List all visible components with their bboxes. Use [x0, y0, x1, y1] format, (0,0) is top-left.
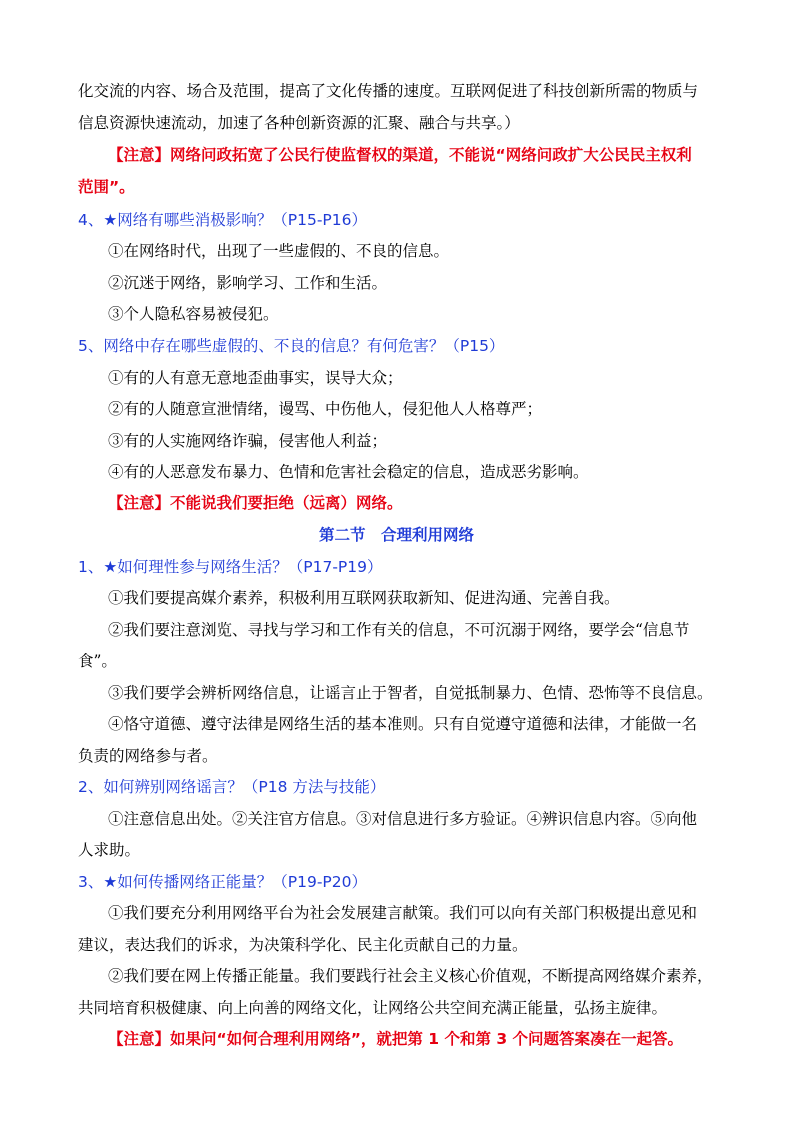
- note-line: 【注意】如果问“如何合理利用网络”，就把第 1 个和第 3 个问题答案凑在一起答。: [108, 1030, 684, 1048]
- answer-line: ②我们要注意浏览、寻找与学习和工作有关的信息，不可沉溺于网络，要学会“信息节: [108, 621, 690, 639]
- question-heading: 1、★如何理性参与网络生活？（P17-P19）: [78, 558, 383, 576]
- answer-line: ①我们要提高媒介素养，积极利用互联网获取新知、促进沟通、完善自我。: [108, 589, 620, 607]
- answer-line: ①在网络时代，出现了一些虚假的、不良的信息。: [108, 242, 450, 260]
- answer-line: 共同培育积极健康、向上向善的网络文化，让网络公共空间充满正能量，弘扬主旋律。: [78, 999, 668, 1017]
- question-heading: 5、网络中存在哪些虚假的、不良的信息？有何危害？（P15）: [78, 337, 505, 355]
- answer-line: 负责的网络参与者。: [78, 747, 218, 765]
- question-heading: 3、★如何传播网络正能量？（P19-P20）: [78, 873, 367, 891]
- answer-line: ①我们要充分利用网络平台为社会发展建言献策。我们可以向有关部门积极提出意见和: [108, 904, 698, 922]
- section-title: 第二节 合理利用网络: [318, 526, 474, 544]
- answer-line: ②有的人随意宣泄情绪，谩骂、中伤他人，侵犯他人人格尊严；: [108, 400, 543, 418]
- answer-line: ②沉迷于网络，影响学习、工作和生活。: [108, 274, 388, 292]
- note-line: 【注意】网络问政拓宽了公民行使监督权的渠道，不能说“网络问政扩大公民民主权利: [108, 146, 692, 164]
- answer-line: ③有的人实施网络诈骗，侵害他人利益；: [108, 432, 388, 450]
- answer-line: ③个人隐私容易被侵犯。: [108, 305, 279, 323]
- note-line: 范围”。: [78, 178, 135, 196]
- answer-line: ④有的人恶意发布暴力、色情和危害社会稳定的信息，造成恶劣影响。: [108, 463, 589, 481]
- answer-line: ④恪守道德、遵守法律是网络生活的基本准则。只有自觉遵守道德和法律，才能做一名: [108, 715, 698, 733]
- question-heading: 4、★网络有哪些消极影响？（P15-P16）: [78, 211, 367, 229]
- question-heading: 2、如何辨别网络谣言？（P18 方法与技能）: [78, 778, 386, 796]
- paragraph-line: 化交流的内容、场合及范围，提高了文化传播的速度。互联网促进了科技创新所需的物质与: [78, 82, 699, 100]
- answer-line: 人求助。: [78, 841, 141, 859]
- answer-line: ②我们要在网上传播正能量。我们要践行社会主义核心价值观，不断提高网络媒介素养，: [108, 967, 713, 985]
- answer-line: ①注意信息出处。②关注官方信息。③对信息进行多方验证。④辨识信息内容。⑤向他: [108, 810, 698, 828]
- note-line: 【注意】不能说我们要拒绝（远离）网络。: [108, 494, 403, 512]
- answer-line: ①有的人有意无意地歪曲事实，误导大众；: [108, 369, 403, 387]
- answer-line: ③我们要学会辨析网络信息，让谣言止于智者，自觉抵制暴力、色情、恐怖等不良信息。: [108, 684, 713, 702]
- answer-line: 食”。: [78, 652, 117, 670]
- paragraph-line: 信息资源快速流动，加速了各种创新资源的汇聚、融合与共享。）: [78, 114, 520, 132]
- answer-line: 建议，表达我们的诉求，为决策科学化、民主化贡献自己的力量。: [78, 936, 528, 954]
